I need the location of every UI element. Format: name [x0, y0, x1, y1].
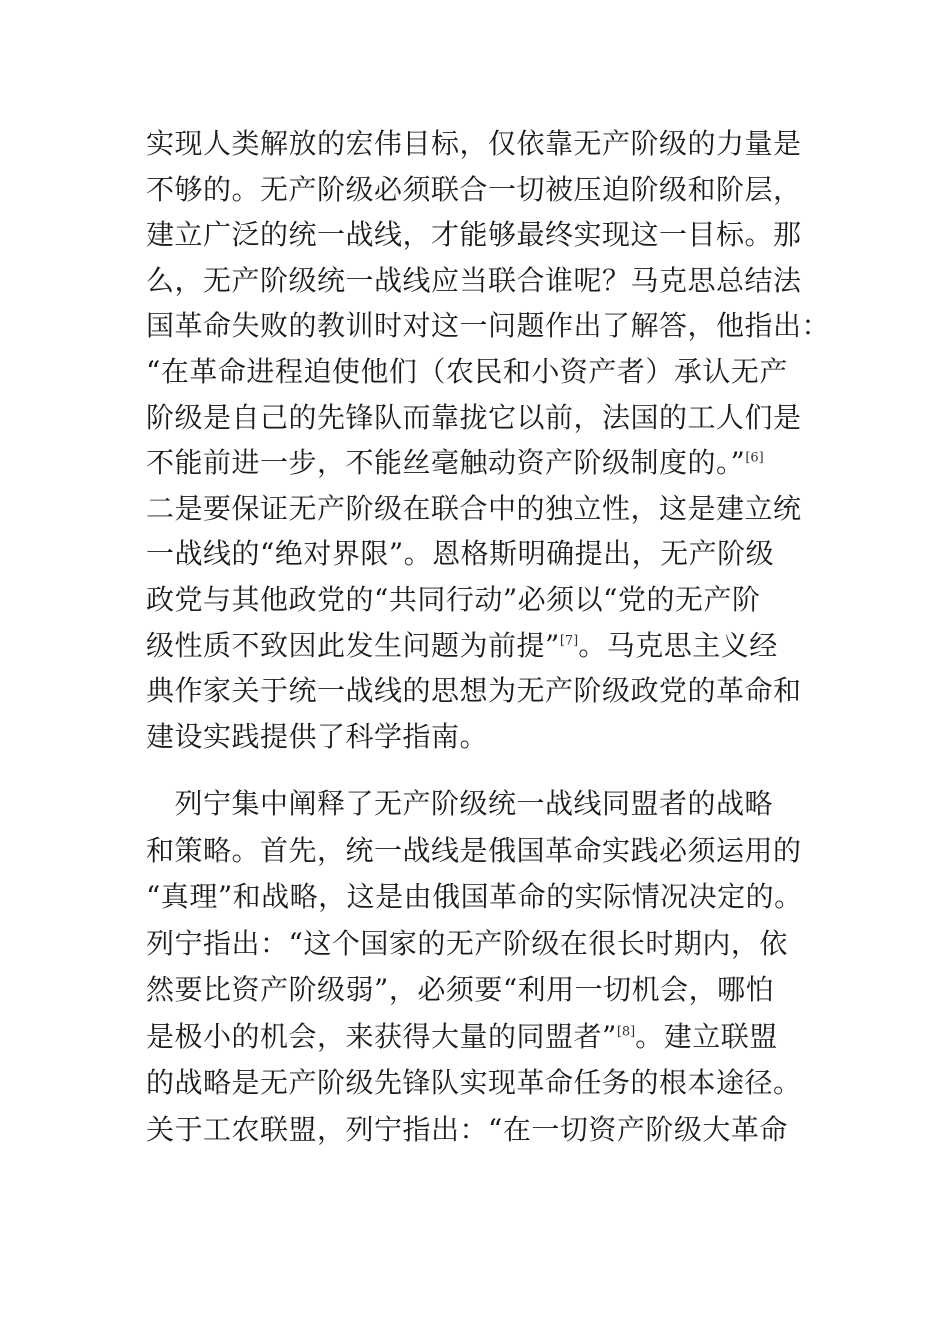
footnote-reference: [6] — [745, 450, 764, 466]
line-text: 典作家关于统一战线的思想为无产阶级政党的革命和 — [146, 674, 802, 708]
text-line — [146, 439, 764, 487]
line-text: 国革命失败的教训时对这一问题作出了解答，他指出： — [146, 309, 831, 343]
text-line — [146, 530, 774, 578]
text-line — [146, 485, 802, 533]
line-text-continued: 。马克思主义经 — [578, 628, 778, 662]
text-line — [146, 966, 774, 1014]
text-line — [146, 166, 802, 214]
text-line — [146, 257, 802, 305]
text-line — [146, 120, 802, 168]
line-text: 不够的。无产阶级必须联合一切被压迫阶级和阶层， — [146, 172, 802, 206]
line-text: 级性质不致因此发生问题为前提” — [146, 628, 560, 662]
text-line — [146, 576, 760, 624]
line-text: 阶级是自己的先锋队而靠拢它以前，法国的工人们是 — [146, 400, 802, 434]
text-line — [146, 1013, 778, 1061]
line-text-continued: 。建立联盟 — [635, 1019, 778, 1053]
text-line — [146, 211, 802, 259]
line-text: 和策略。首先，统一战线是俄国革命实践必须运用的 — [146, 833, 802, 867]
text-line — [146, 1106, 788, 1154]
line-text: 么，无产阶级统一战线应当联合谁呢？马克思总结法 — [146, 263, 802, 297]
text-line — [146, 348, 788, 396]
line-text: 建设实践提供了科学指南。 — [146, 719, 489, 753]
text-line — [146, 667, 802, 715]
line-text: 不能前进一步，不能丝毫触动资产阶级制度的。” — [146, 446, 746, 480]
line-text: 列宁指出：“这个国家的无产阶级在很长时期内，依 — [146, 926, 788, 960]
line-text: “真理”和战略，这是由俄国革命的实际情况决定的。 — [146, 880, 803, 913]
footnote-reference: [8] — [616, 1024, 636, 1040]
text-line — [146, 622, 778, 670]
text-line — [146, 780, 773, 828]
line-text: 二是要保证无产阶级在联合中的独立性，这是建立统 — [146, 491, 802, 525]
line-text: 政党与其他政党的“共同行动”必须以“党的无产阶 — [146, 583, 761, 616]
text-line — [146, 394, 802, 442]
text-line — [146, 920, 788, 968]
text-line — [146, 873, 803, 921]
text-line — [146, 713, 488, 761]
line-text: 关于工农联盟，列宁指出：“在一切资产阶级大革命 — [146, 1112, 788, 1146]
text-line — [146, 827, 802, 875]
line-text: 列宁集中阐释了无产阶级统一战线同盟者的战略 — [146, 787, 774, 820]
line-text: 一战线的“绝对界限”。恩格斯明确提出，无产阶级 — [146, 537, 775, 571]
line-text: 实现人类解放的宏伟目标，仅依靠无产阶级的力量是 — [146, 127, 802, 160]
footnote-reference: [7] — [559, 633, 579, 649]
text-line — [146, 1059, 802, 1107]
line-text: 是极小的机会，来获得大量的同盟者” — [146, 1019, 617, 1053]
text-line — [146, 302, 830, 350]
line-text: 然要比资产阶级弱”，必须要“利用一切机会，哪怕 — [146, 973, 775, 1006]
line-text: 建立广泛的统一战线，才能够最终实现这一目标。那 — [146, 218, 802, 252]
line-text: 的战略是无产阶级先锋队实现革命任务的根本途径。 — [146, 1066, 802, 1099]
line-text: “在革命进程迫使他们（农民和小资产者）承认无产 — [146, 355, 788, 388]
